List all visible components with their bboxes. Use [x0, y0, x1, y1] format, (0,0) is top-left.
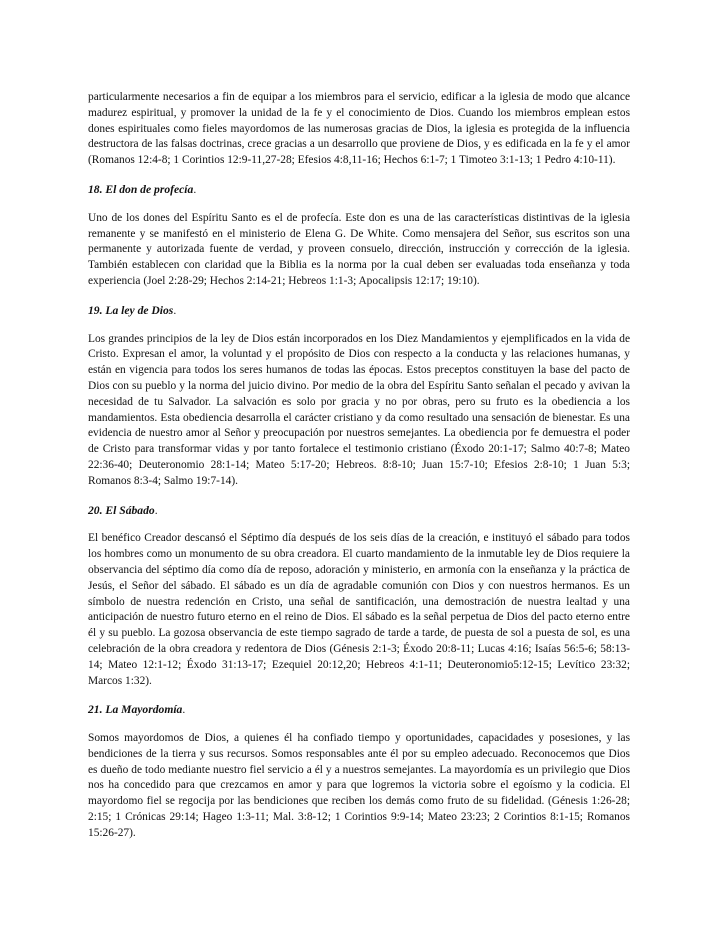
section-18	[88, 182, 630, 290]
section-title: 20. El Sábado	[88, 503, 155, 517]
section-19	[88, 303, 630, 490]
document-page	[88, 90, 630, 842]
intro-paragraph: particularmente necesarios a fin de equipar a los miembros para el servicio, edificar a la iglesia de modo que alcance madurez espiritual, y promover la unidad de la fe y el conocimiento de Dios. Cuando los miembros emplean estos dones espirituales como fieles mayordomos de las numerosas gracias de Dios, la iglesia es protegida de la influencia destructora de las falsas doctrinas, crece gracias a un desarrollo que proviene de Dios, y es edificada en la fe y el amor (Romanos 12:4-8; 1 Corintios 12:9-11,27-28; Efesios 4:8,11-16; Hechos 6:1-7; 1 Timoteo 3:1-13; 1 Pedro 4:10-11).	[88, 91, 630, 167]
heading-period: .	[182, 703, 186, 717]
section-21	[88, 702, 630, 841]
section-heading	[88, 182, 630, 198]
section-heading	[88, 503, 630, 519]
section-body: Somos mayordomos de Dios, a quienes él ha confiado tiempo y oportunidades, capacidades y posesiones, y las bendiciones de la tierra y sus recursos. Somos responsables ante él por su empleo adecuado. Reconocemos que Dios es dueño de todo mediante nuestro fiel servicio a él y a nuestros semejantes. La mayordomía es un privilegio que Dios nos ha concedido para que crezcamos en amor y para que logremos la victoria sobre el egoísmo y la codicia. El mayordomo fiel se regocija por las bendiciones que reciben los demás como fruto de su fidelidad. (Génesis 1:26-28; 2:15; 1 Crónicas 29:14; Hageo 1:3-11; Mal. 3:8-12; 1 Corintios 9:9-14; Mateo 23:23; 2 Corintios 8:1-15; Romanos 15:26-27).	[88, 732, 630, 839]
section-heading	[88, 303, 630, 319]
section-body: Uno de los dones del Espíritu Santo es el de profecía. Este don es una de las características distintivas de la iglesia remanente y se manifestó en el ministerio de Elena G. De White. Como mensajera del Señor, sus escritos son una permanente y autorizada fuente de verdad, y proveen consuelo, dirección, instrucción y corrección de la iglesia. También establecen con claridad que la Biblia es la norma por la cual deben ser evaluadas toda enseñanza y toda experiencia (Joel 2:28-29; Hechos 2:14-21; Hebreos 1:1-3; Apocalipsis 12:17; 19:10).	[88, 211, 630, 287]
section-heading	[88, 702, 630, 718]
heading-period: .	[193, 182, 197, 196]
section-body: El benéfico Creador descansó el Séptimo día después de los seis días de la creación, e instituyó el sábado para todos los hombres como un monumento de su obra creadora. El cuarto mandamiento de la inmutable ley de Dios requiere la observancia del séptimo día como día de reposo, adoración y ministerio, en armonía con la enseñanza y la práctica de Jesús, el Señor del sábado. El sábado es un día de agradable comunión con Dios y con nuestros hermanos. Es un símbolo de nuestra redención en Cristo, una señal de santificación, una demostración de nuestra lealtad y una anticipación de nuestro futuro eterno en el reino de Dios. El sábado es la señal perpetua de Dios del pacto eterno entre él y su pueblo. La gozosa observancia de este tiempo sagrado de tarde a tarde, de puesta de sol a puesta de sol, es una celebración de la obra creadora y redentora de Dios (Génesis 2:1-3; Éxodo 20:8-11; Lucas 4:16; Isaías 56:5-6; 58:13-14; Mateo 12:1-12; Éxodo 31:13-17; Ezequiel 20:12,20; Hebreos 4:1-11; Deuteronomio5:12-15; Levítico 23:32; Marcos 1:32).	[88, 532, 630, 687]
heading-period: .	[154, 503, 158, 517]
section-title: 18. El don de profecía	[88, 182, 194, 196]
section-body: Los grandes principios de la ley de Dios están incorporados en los Diez Mandamientos y ejemplificados en la vida de Cristo. Expresan el amor, la voluntad y el propósito de Dios con respecto a la conducta y las relaciones humanas, y están en vigencia para todos los seres humanos de todas las épocas. Estos preceptos constituyen la base del pacto de Dios con su pueblo y la norma del juicio divino. Por medio de la obra del Espíritu Santo señalan el pecado y avivan la necesidad de tu Salvador. La salvación es solo por gracia y no por obras, pero su fruto es la obediencia a los mandamientos. Esta obediencia desarrolla el carácter cristiano y da como resultado una sensación de bienestar. Es una evidencia de nuestro amor al Señor y preocupación por nuestros semejantes. La obediencia por fe demuestra el poder de Cristo para transformar vidas y por tanto fortalece el testimonio cristiano (Éxodo 20:1-17; Salmo 40:7-8; Mateo 22:36-40; Deuteronomio 28:1-14; Mateo 5:17-20; Hebreos. 8:8-10; Juan 15:7-10; Efesios 2:8-10; 1 Juan 5:3; Romanos 8:3-4; Salmo 19:7-14).	[88, 332, 630, 487]
section-title: 21. La Mayordomía	[88, 703, 183, 717]
section-title: 19. La ley de Dios	[88, 303, 174, 317]
heading-period: .	[173, 303, 177, 317]
section-20	[88, 503, 630, 690]
